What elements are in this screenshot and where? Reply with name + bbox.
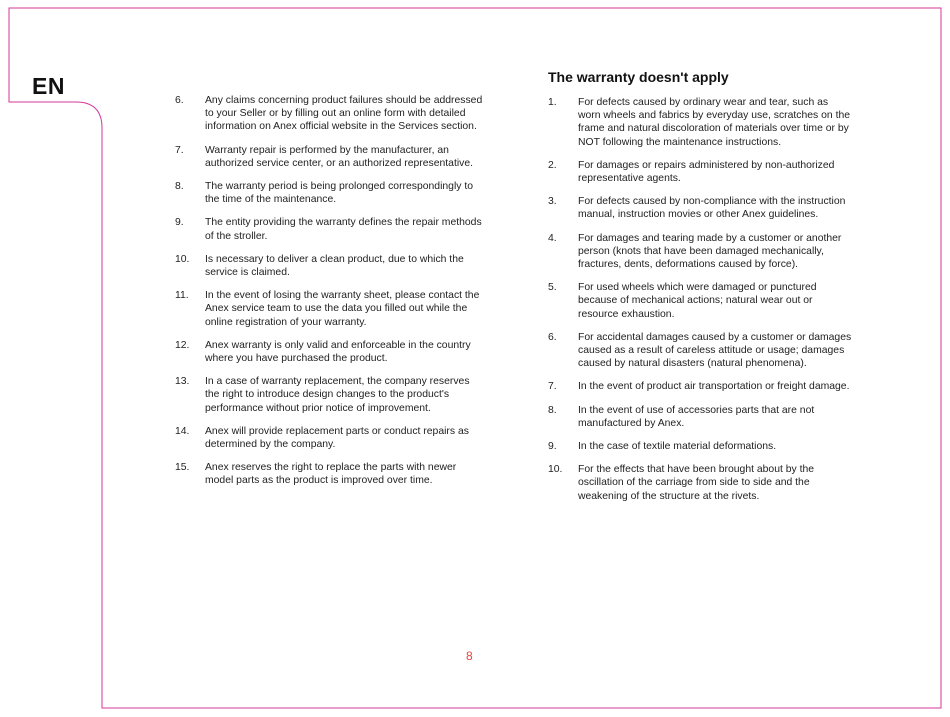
warranty-term-item — [175, 216, 485, 242]
item-text: For defects caused by ordinary wear and tear, such as worn wheels and fabrics by everyday use, scratches on the frame and natural discoloration of materials over time or by NOT following the maintenance instructions. — [578, 97, 851, 148]
item-number: 12. — [175, 339, 190, 351]
item-text: For defects caused by non-compliance with the instruction manual, instruction movies or other Anex guidelines. — [578, 196, 846, 221]
item-text: In the event of losing the warranty sheet, please contact the Anex service team to use the data you filled out while the online registration of your warranty. — [205, 290, 480, 328]
warranty-terms-list — [175, 94, 485, 488]
warranty-term-item — [175, 339, 485, 365]
exclusion-item — [548, 159, 853, 185]
exclusions-heading: The warranty doesn't apply — [548, 69, 729, 85]
item-text: Any claims concerning product failures should be addressed to your Seller or by filling out an online form with detailed information on Anex official website in the Services section. — [205, 95, 483, 133]
item-number: 6. — [175, 95, 184, 106]
item-number: 14. — [175, 425, 190, 437]
warranty-term-item — [175, 253, 485, 279]
warranty-term-item — [175, 94, 485, 134]
warranty-term-item — [175, 144, 485, 170]
item-number: 3. — [548, 196, 557, 208]
item-text: In the event of use of accessories parts that are not manufactured by Anex. — [578, 404, 815, 429]
item-text: For damages or repairs administered by non-authorized representative agents. — [578, 159, 835, 185]
item-text: In a case of warranty replacement, the company reserves the right to introduce design changes to the product's performance without prior notice of improvement. — [205, 376, 470, 414]
item-text: Warranty repair is performed by the manufacturer, an authorized service center, or an authorized representative. — [205, 144, 473, 169]
page-number: 8 — [466, 649, 473, 663]
item-number: 10. — [548, 464, 563, 476]
item-text: Is necessary to deliver a clean product, due to which the service is claimed. — [205, 253, 464, 279]
item-text: Anex reserves the right to replace the parts with newer model parts as the product is improved over time. — [205, 462, 457, 487]
exclusion-item — [548, 281, 853, 321]
exclusion-item — [548, 195, 853, 221]
exclusion-item — [548, 463, 853, 503]
item-number: 8. — [175, 181, 184, 193]
exclusion-item — [548, 380, 853, 393]
item-text: In the event of product air transportation or freight damage. — [578, 381, 850, 393]
item-number: 11. — [175, 290, 189, 302]
exclusion-item — [548, 232, 853, 272]
item-number: 13. — [175, 376, 190, 388]
item-text: Anex will provide replacement parts or conduct repairs as determined by the company. — [205, 425, 469, 451]
item-text: Anex warranty is only valid and enforceable in the country where you have purchased the product. — [205, 339, 471, 365]
item-number: 15. — [175, 462, 190, 474]
item-number: 4. — [548, 232, 557, 244]
language-tag: EN — [32, 73, 65, 99]
item-number: 2. — [548, 159, 557, 171]
item-text: For the effects that have been brought about by the oscillation of the carriage from side to side and the weakening of the structure at the rivets. — [578, 464, 815, 502]
warranty-term-item — [175, 375, 485, 415]
item-text: The warranty period is being prolonged correspondingly to the time of the maintenance. — [205, 181, 474, 206]
item-number: 7. — [548, 381, 557, 393]
warranty-term-item — [175, 180, 485, 206]
item-number: 9. — [548, 441, 557, 453]
item-text: For damages and tearing made by a customer or another person (knots that have been damaged mechanically, fractures, dents, deformations caused by force). — [578, 232, 842, 271]
item-number: 8. — [548, 404, 557, 416]
item-number: 7. — [175, 144, 184, 156]
item-number: 5. — [548, 282, 557, 294]
item-number: 10. — [175, 253, 190, 265]
item-number: 6. — [548, 331, 557, 343]
exclusion-item — [548, 404, 853, 430]
exclusions-column — [548, 69, 853, 513]
item-number: 9. — [175, 217, 184, 229]
item-text: For used wheels which were damaged or punctured because of mechanical actions; natural wear out or resource exhaustion. — [578, 282, 817, 320]
item-text: The entity providing the warranty defines the repair methods of the stroller. — [205, 217, 482, 242]
exclusions-list — [548, 96, 853, 503]
item-text: In the case of textile material deformations. — [578, 441, 777, 453]
warranty-term-item — [175, 289, 485, 329]
item-number: 1. — [548, 97, 557, 108]
warranty-term-item — [175, 461, 485, 487]
exclusion-item — [548, 96, 853, 149]
exclusion-item — [548, 331, 853, 371]
warranty-terms-column — [175, 94, 485, 498]
warranty-term-item — [175, 425, 485, 451]
exclusion-item — [548, 440, 853, 453]
item-text: For accidental damages caused by a customer or damages caused as a result of careless attitude or usage; damages caused by natural disasters (natural phenomena). — [578, 331, 852, 370]
